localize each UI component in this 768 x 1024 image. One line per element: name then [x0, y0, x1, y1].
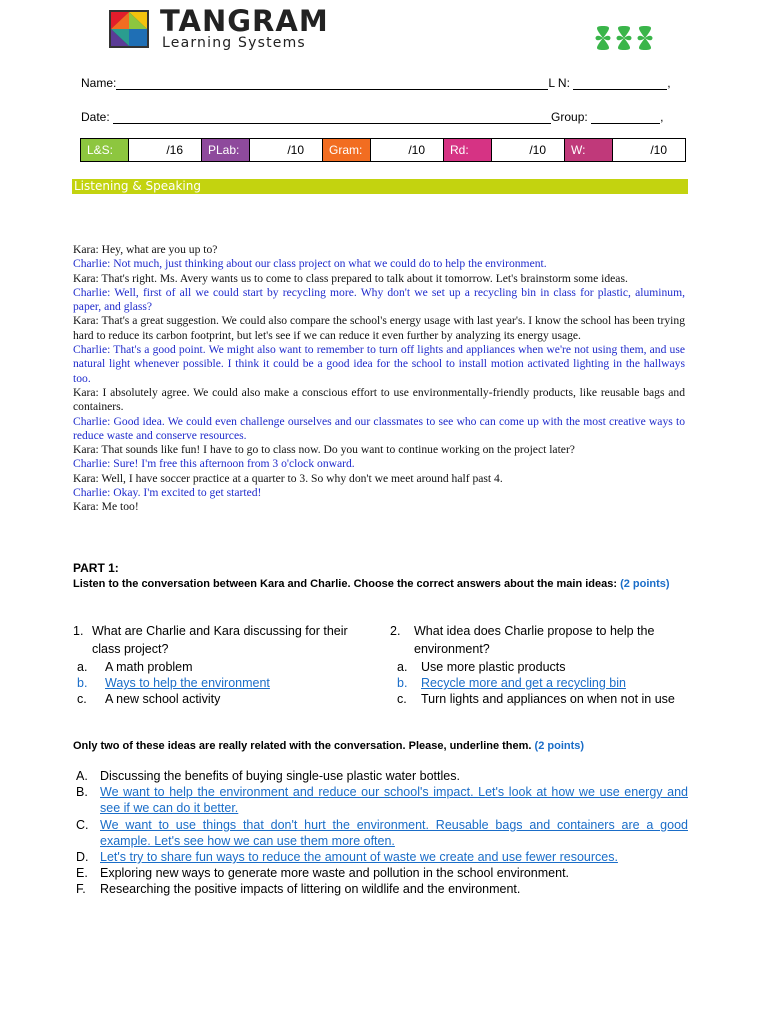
score-value[interactable]: /10	[370, 139, 443, 161]
section-title: Listening & Speaking	[72, 179, 688, 194]
option-text: Use more plastic products	[421, 660, 566, 674]
scores-table	[80, 138, 686, 162]
score-value[interactable]: /16	[128, 139, 201, 161]
idea-letter: D.	[76, 850, 89, 865]
name-row: Name: L N: ,	[81, 76, 671, 90]
date-label: Date:	[81, 110, 110, 124]
idea-text: Discussing the benefits of buying single-use plastic water bottles.	[100, 769, 460, 783]
tangram-logo-icon	[109, 10, 149, 48]
ln-label: L N:	[548, 76, 570, 90]
idea-letter: A.	[76, 769, 88, 783]
q1-option-a[interactable]	[77, 659, 367, 675]
name-label: Name:	[81, 76, 117, 90]
brand-title: TANGRAM	[160, 4, 329, 38]
dialogue-line: Kara: That's right. Ms. Avery wants us to come to class prepared to talk about it tomorrow. Let's brainstorm some ideas.	[73, 271, 628, 285]
underline-instruction	[73, 740, 584, 752]
date-field[interactable]	[113, 112, 551, 124]
points-label: (2 points)	[534, 740, 585, 752]
clover-logo-icon	[593, 24, 655, 52]
idea-item[interactable]	[76, 817, 688, 849]
score-ls	[81, 139, 202, 161]
q1-option-c[interactable]	[77, 691, 367, 707]
idea-letter: F.	[76, 882, 86, 897]
idea-text: Exploring new ways to generate more waste and pollution in the school environment.	[100, 866, 570, 881]
score-plab	[202, 139, 323, 161]
question-number: 1.	[73, 624, 84, 638]
score-value[interactable]: /10	[491, 139, 564, 161]
question-text: What are Charlie and Kara discussing for their class project?	[92, 624, 348, 656]
score-value[interactable]: /10	[612, 139, 685, 161]
q1-option-b[interactable]	[77, 675, 367, 691]
dialogue-line: Kara: Well, I have soccer practice at a quarter to 3. So why don't we meet around half past 4.	[73, 471, 503, 485]
idea-item[interactable]	[76, 865, 688, 881]
dialogue-line: Charlie: That's a good point. We might also want to remember to turn off lights and appliances when we're not using them, and use natural light whenever possible. I think it could be a good idea for the school to install motion activated lighting in the hallways too.	[73, 343, 685, 385]
question-text: What idea does Charlie propose to help the environment?	[414, 624, 655, 656]
score-rd	[444, 139, 565, 161]
option-letter: b.	[397, 676, 408, 690]
idea-text: We want to help the environment and reduce our school's impact. Let's look at how we use energy and see if we can do it better.	[100, 785, 688, 816]
option-text: A new school activity	[105, 692, 221, 706]
dialogue-line: Charlie: Okay. I'm excited to get started!	[73, 486, 262, 500]
option-letter: c.	[397, 692, 407, 706]
option-letter: b.	[77, 676, 88, 690]
score-label: W:	[565, 139, 612, 161]
question-1	[73, 622, 373, 658]
option-letter: a.	[397, 660, 408, 674]
idea-letter: B.	[76, 785, 88, 800]
idea-item[interactable]	[76, 784, 688, 816]
ln-field[interactable]	[573, 78, 667, 90]
q2-option-c[interactable]	[397, 691, 677, 707]
score-label: Rd:	[444, 139, 491, 161]
instruction-text: Listen to the conversation between Kara and Charlie. Choose the correct answers about the main ideas:	[73, 578, 618, 590]
score-label: L&S:	[81, 139, 128, 161]
question-2	[390, 622, 680, 658]
dialogue-line: Charlie: Well, first of all we could start by recycling more. Why don't we set up a recycling bin in class for plastic, aluminum, paper, and glass?	[73, 285, 685, 314]
brand-subtitle: Learning Systems	[162, 35, 306, 51]
part-title: PART 1:	[73, 561, 119, 575]
q2-option-a[interactable]	[397, 659, 677, 675]
dialogue-line: Kara: That's a great suggestion. We could also compare the school's energy usage with last year's. I know the school has been trying hard to reduce its carbon footprint, but let's see if we can reduce it even further by analyzing its energy usage.	[73, 314, 685, 342]
idea-text: Let's try to share fun ways to reduce the amount of waste we create and use fewer resources.	[100, 850, 618, 865]
group-field[interactable]	[591, 112, 660, 124]
part-instruction	[73, 577, 673, 592]
dialogue-line: Charlie: Good idea. We could even challenge ourselves and our classmates to see who can come up with the most creative ways to reduce waste and conserve resources.	[73, 414, 685, 442]
option-text: Turn lights and appliances on when not in use	[421, 692, 675, 706]
question-number: 2.	[390, 624, 401, 638]
ideas-list	[76, 768, 688, 898]
date-row: Date: Group: ,	[81, 110, 664, 124]
option-text: Recycle more and get a recycling bin	[421, 676, 626, 690]
instruction-text: Only two of these ideas are really related with the conversation. Please, underline them.	[73, 740, 532, 752]
dialogue-line: Kara: That sounds like fun! I have to go to class now. Do you want to continue working on the project later?	[73, 443, 575, 457]
idea-text: We want to use things that don't hurt the environment. Reusable bags and containers are a good example. Let's see how we can use them more often.	[100, 817, 688, 848]
idea-letter: C.	[76, 817, 89, 832]
score-label: Gram:	[323, 139, 370, 161]
conversation	[73, 243, 685, 515]
dialogue-line: Kara: Me too!	[73, 500, 139, 514]
points-label: (2 points)	[620, 578, 670, 590]
score-w	[565, 139, 685, 161]
score-gram	[323, 139, 444, 161]
idea-letter: E.	[76, 866, 88, 881]
option-letter: c.	[77, 692, 87, 706]
score-label: PLab:	[202, 139, 249, 161]
dialogue-line: Kara: Hey, what are you up to?	[73, 243, 218, 256]
idea-item[interactable]	[76, 849, 688, 865]
option-letter: a.	[77, 660, 88, 674]
idea-item[interactable]	[76, 768, 688, 784]
option-text: A math problem	[105, 660, 193, 674]
dialogue-line: Kara: I absolutely agree. We could also make a conscious effort to use environmentally-friendly products, like reusable bags and containers.	[73, 385, 685, 414]
group-label: Group:	[551, 110, 588, 124]
score-value[interactable]: /10	[249, 139, 322, 161]
name-field[interactable]	[116, 78, 548, 90]
option-text: Ways to help the environment	[105, 676, 270, 690]
dialogue-line: Charlie: Sure! I'm free this afternoon from 3 o'clock onward.	[73, 457, 355, 471]
dialogue-line: Charlie: Not much, just thinking about our class project on what we could do to help the environment.	[73, 257, 547, 271]
q2-option-b[interactable]	[397, 675, 677, 691]
idea-text: Researching the positive impacts of littering on wildlife and the environment.	[100, 882, 521, 897]
idea-item[interactable]	[76, 881, 688, 897]
